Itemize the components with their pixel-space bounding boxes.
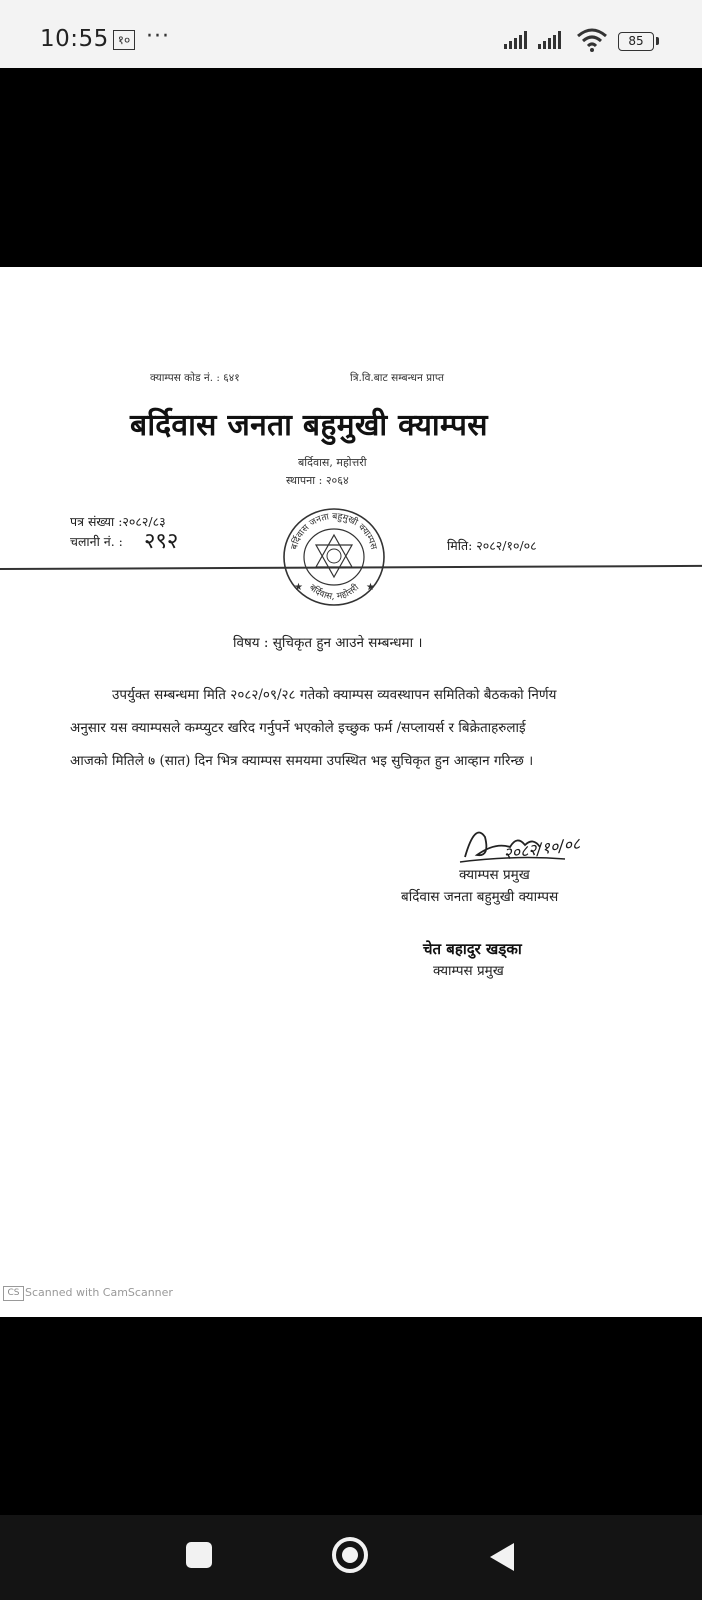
- signature-organization: बर्दिवास जनता बहुमुखी क्याम्पस: [401, 889, 559, 905]
- more-notifications-icon: ···: [146, 24, 170, 49]
- recent-apps-button[interactable]: [186, 1542, 212, 1568]
- dispatch-label: चलानी नं. :: [70, 534, 123, 549]
- svg-text:बर्दिवास, महोत्तरी: [307, 581, 362, 602]
- back-button[interactable]: [490, 1543, 514, 1571]
- clock: 10:55: [40, 26, 109, 52]
- seal-top-text: बर्दिवास जनता बहुमुखी क्याम्पस: [289, 511, 379, 551]
- signatory-name: चेत बहादुर खड्का: [423, 940, 522, 958]
- camscanner-watermark: Scanned with CamScanner: [25, 1286, 173, 1299]
- svg-text:★: ★: [294, 582, 303, 593]
- signature-date: २०८२/१०/०८: [502, 833, 582, 864]
- seal-bottom-text: बर्दिवास, महोत्तरी: [306, 582, 362, 603]
- campus-address: बर्दिवास, महोत्तरी: [298, 456, 367, 469]
- body-line-2: अनुसार यस क्याम्पसले कम्प्युटर खरिद गर्नुपर्ने भएकोले इच्छुक फर्म /सप्लायर्स र बिक्रेताहरुलाई: [70, 720, 526, 736]
- battery-icon: 85: [618, 32, 654, 51]
- home-button-dot: [342, 1547, 358, 1563]
- signature-title: क्याम्पस प्रमुख: [459, 867, 530, 883]
- body-line-3: आजको मितिले ७ (सात) दिन भित्र क्याम्पस समयमा उपस्थित भइ सुचिकृत हुन आव्हान गरिन्छ ।: [70, 753, 534, 769]
- letter-date: मिति: २०८२/१०/०८: [447, 538, 537, 553]
- established-year: स्थापना : २०६४: [286, 474, 349, 487]
- cellular-signal-2-icon: [538, 31, 566, 49]
- cellular-signal-icon: [504, 31, 532, 49]
- campus-code: क्याम्पस कोड नं. : ६४१: [150, 372, 240, 384]
- letter-number: पत्र संख्या :२०८२/८३: [70, 514, 166, 529]
- svg-text:बर्दिवास जनता बहुमुखी क्याम्पस: [290, 512, 379, 552]
- battery-tip: [656, 37, 659, 45]
- svg-text:★: ★: [366, 582, 375, 593]
- status-bar: [0, 0, 702, 68]
- wifi-icon: [576, 28, 608, 52]
- subject-line: विषय : सुचिकृत हुन आउने सम्बन्धमा ।: [233, 635, 423, 651]
- notification-icon: १०: [113, 30, 135, 50]
- dispatch-number: २९२: [144, 529, 179, 554]
- campus-title: बर्दिवास जनता बहुमुखी क्याम्पस: [130, 408, 488, 443]
- campus-seal-stamp: [280, 505, 388, 609]
- signatory-title: क्याम्पस प्रमुख: [433, 963, 504, 979]
- scanned-document[interactable]: [0, 267, 702, 1317]
- body-line-1: उपर्युक्त सम्बन्धमा मिति २०८२/०९/२८ गतेको क्याम्पस व्यवस्थापन समितिको बैठकको निर्णय: [112, 687, 557, 703]
- camscanner-logo: CS: [3, 1286, 24, 1301]
- affiliation: त्रि.वि.बाट सम्बन्धन प्राप्त: [350, 372, 445, 384]
